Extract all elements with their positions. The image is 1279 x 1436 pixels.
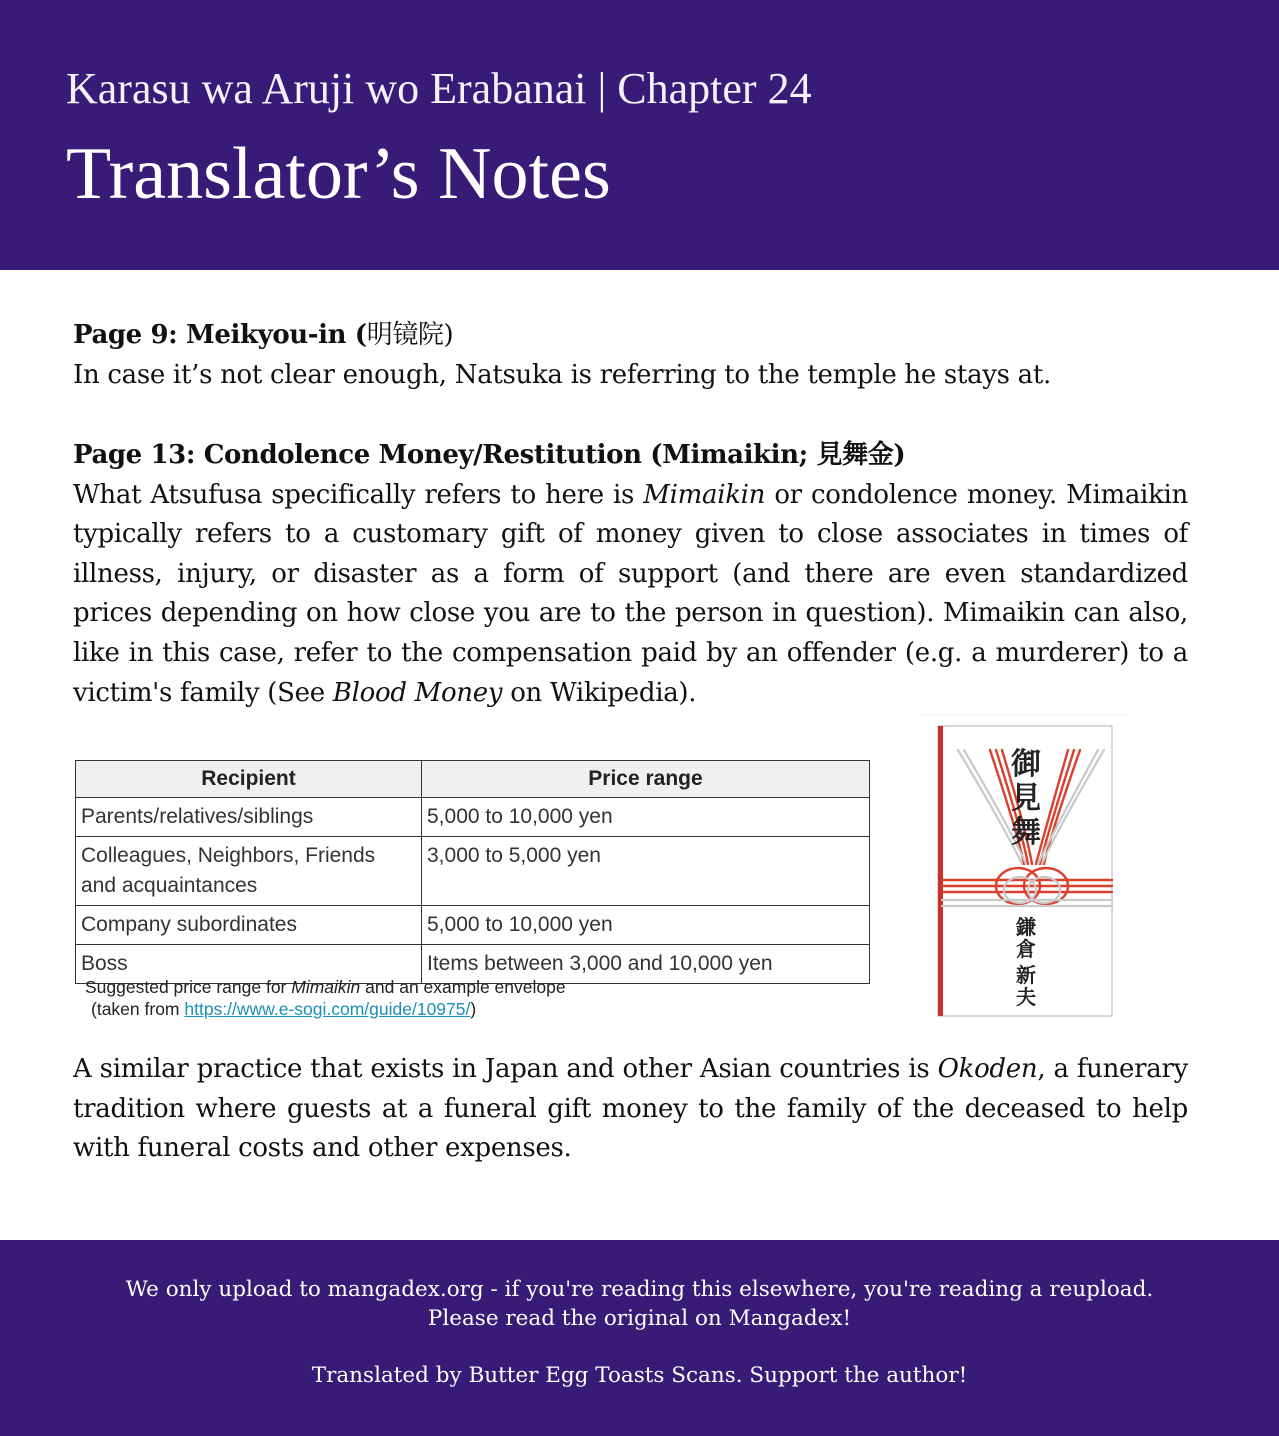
note-body: [73, 476, 1188, 714]
footer-upload-notice: We only upload to mangadex.org - if you're reading this elsewhere, you're reading a reupload.: [125, 1277, 1154, 1302]
table-row: [76, 837, 870, 906]
table-caption: [85, 976, 566, 1020]
series-chapter-title: Karasu wa Aruji wo Erabanai | Chapter 24: [66, 64, 812, 113]
envelope-kanji: 舞: [1011, 815, 1041, 850]
table-header-row: [76, 761, 870, 798]
note-heading: [73, 434, 1188, 476]
envelope-kanji: 倉: [1016, 937, 1036, 961]
body-emphasis: Blood Money: [332, 677, 503, 708]
body-text: What Atsufusa specifically refers to here is: [73, 479, 644, 510]
note-page-13: [73, 434, 1188, 714]
source-link[interactable]: https://www.e-sogi.com/guide/10975/: [184, 999, 471, 1019]
caption-line-1: Suggested price range for Mimaikin and an example envelope: [85, 977, 566, 997]
caption-emphasis: Mimaikin: [291, 977, 361, 997]
envelope-title-kanji: [1011, 747, 1041, 850]
heading-kanji: 明镜院: [366, 320, 444, 350]
recipient-cell: Boss: [76, 945, 422, 984]
footer-credit: Translated by Butter Egg Toasts Scans. Support the author!: [311, 1363, 968, 1388]
envelope-kanji: 御: [1011, 747, 1041, 782]
column-header-price-range: Price range: [422, 761, 870, 798]
note-page-9: [73, 314, 1188, 396]
header-band: [0, 0, 1279, 270]
mimaikin-envelope-image: [918, 714, 1130, 1020]
recipient-cell: Parents/relatives/siblings: [76, 798, 422, 837]
body-text: or condolence money. Mimaikin typically refers to a customary gift of money given to close associates in times of illness, injury, or disaster as a form of support (and there are even standardized prices depending on how close you are to the person in question). Mimaikin can also, like in this case, refer to the compensation paid by an offender (e.g. a murderer) to a victim's family (See: [73, 479, 1188, 708]
heading-kanji: 見舞金: [816, 439, 894, 470]
table-row: [76, 906, 870, 945]
recipient-cell: Colleagues, Neighbors, Friends and acquaintances: [76, 837, 422, 906]
envelope-kanji: 鎌: [1016, 915, 1036, 939]
footer-band: [0, 1240, 1279, 1436]
page-title: Translator’s Notes: [66, 133, 611, 215]
price-cell: Items between 3,000 and 10,000 yen: [422, 945, 870, 984]
price-cell: 3,000 to 5,000 yen: [422, 837, 870, 906]
notes-content: [73, 314, 1188, 713]
caption-line-2: (taken from https://www.e-sogi.com/guide/10975/): [91, 999, 477, 1019]
column-header-recipient: Recipient: [76, 761, 422, 798]
envelope-kanji: 新: [1016, 963, 1036, 987]
heading-text: Page 9: Meikyou-in (: [73, 320, 367, 350]
footer-read-original: Please read the original on Mangadex!: [427, 1306, 852, 1331]
closing-paragraph: A similar practice that exists in Japan and other Asian countries is Okoden, a funerary tradition where guests at a funeral gift money to the family of the deceased to help with funeral costs and other expenses.: [73, 1054, 1188, 1164]
price-cell: 5,000 to 10,000 yen: [422, 798, 870, 837]
price-range-table: [75, 760, 870, 984]
body-emphasis: Mimaikin: [643, 479, 766, 510]
body-text: on Wikipedia).: [502, 677, 697, 708]
envelope-red-stripe: [938, 726, 943, 1016]
heading-text: Page 13: Condolence Money/Restitution (Mimaikin;: [73, 439, 817, 470]
price-cell: 5,000 to 10,000 yen: [422, 906, 870, 945]
heading-text-end: ): [443, 320, 454, 350]
envelope-kanji: 見: [1011, 781, 1041, 816]
recipient-cell: Company subordinates: [76, 906, 422, 945]
closing-emphasis: Okoden: [937, 1054, 1038, 1084]
note-heading: [73, 314, 1188, 356]
table-row: [76, 798, 870, 837]
heading-text-end: ): [893, 439, 906, 470]
note-body: In case it’s not clear enough, Natsuka is referring to the temple he stays at.: [73, 360, 1051, 390]
envelope-kanji: 夫: [1016, 985, 1036, 1009]
